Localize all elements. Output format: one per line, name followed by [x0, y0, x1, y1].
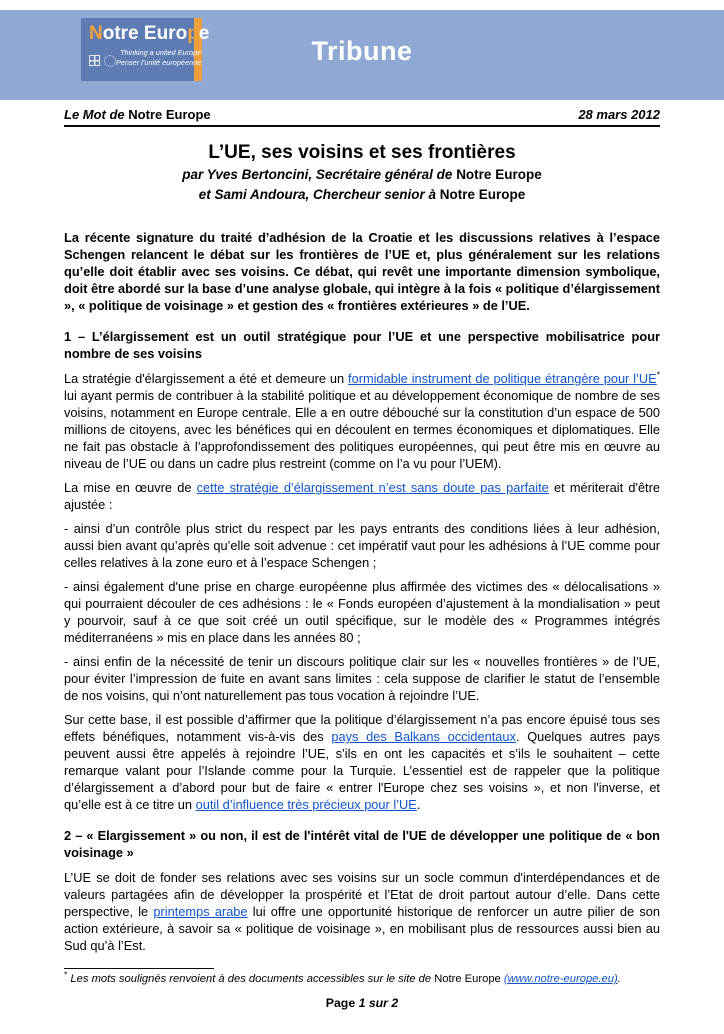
paragraph [64, 520, 660, 571]
paragraph [64, 479, 660, 513]
footnote-marker: * [64, 969, 68, 980]
text-run: La récente signature du traité d’adhésion de la Croatie et les discussions relatives à l’espace Schengen relancent le débat sur les frontières de l’UE et, plus généralement sur les relations qu’elle doit établir avec ses voisins. Ce débat, qui revêt une importante dimension symbolique, doit être abordé sur la base d’une analyse globale, qui intègre à la fois « politique d’élargissement », « politique de voisinage » et gestion des « frontières extérieures » de l’UE. [64, 230, 660, 313]
paragraph [64, 229, 660, 314]
header-banner [0, 10, 724, 100]
meta-row [64, 107, 660, 127]
meta-series-label [64, 107, 211, 122]
text-run: L’UE se doit de fonder ses relations avec ses voisins sur un socle commun d'interdépendances et de valeurs partagées afin de développer la prospérité et l’Etat de droit partout autour d’elle. Dans cette perspective, le [64, 870, 660, 919]
text-run: 1 – L’élargissement est un outil stratégique pour l’UE et une perspective mobilisatrice pour nombre de ses voisins [64, 329, 660, 361]
text-run: . Quelques autres pays peuvent aussi être appelés à rejoindre l’UE, s’ils en ont les capacités et s’ils le souhaitent – cette remarque valant pour l’Islande comme pour la Turquie. L’essentiel est de rappeler que la politique d’élargissement a d’abord pour but de faire « entrer l'Europe chez ses voisins », et non l'inverse, et qu’elle est à ce titre un [64, 729, 660, 812]
inline-link[interactable]: pays des Balkans occidentaux [331, 729, 516, 744]
text-run: Les mots soulignés renvoient à des documents accessibles sur le site de [67, 973, 435, 985]
text-run: 1 sur 2 [358, 996, 399, 1010]
footnote [64, 969, 660, 987]
text-run: . [416, 797, 421, 812]
logo-tagline-en: Thinking a united Europe [120, 48, 202, 57]
inline-link[interactable]: cette stratégie d’élargissement n’est sans doute pas parfaite [196, 480, 549, 495]
inline-link[interactable]: formidable instrument de politique étrangère pour l’UE [348, 371, 657, 386]
inline-link[interactable]: printemps arabe [153, 904, 248, 919]
paragraph [64, 370, 660, 472]
article-body [64, 229, 660, 954]
text-run: - ainsi également d'une prise en charge européenne plus affirmée des victimes des « délocalisations » qui pourraient découler de ces adhésions : le « Fonds européen d’ajustement à la mondialisation » peut y pourvoir, sauf à ce que soit créé un outil spécifique, sur le modèle des « Programmes intégrés méditerranéens » mis en place dans les années 80 ; [64, 579, 660, 645]
text-run: otre Euro [102, 23, 188, 44]
text-run: lui offre une opportunité historique de renforcer un autre pilier de son action extérieure, à savoir sa « politique de voisinage », en mobilisant plus de ressources aussi bien au Sud qu’à l’Est. [64, 904, 660, 953]
text-run: Notre Europe [456, 167, 542, 182]
text-run: La mise en œuvre de [64, 480, 197, 495]
text-run: Notre Europe [439, 187, 526, 202]
text-run: Page [325, 996, 359, 1010]
text-run: La stratégie d'élargissement a été et demeure un [64, 371, 349, 386]
text-run: p [187, 23, 199, 44]
banner-title: Tribune [311, 36, 413, 66]
text-run: Notre Europe [434, 973, 504, 985]
page-footer [0, 996, 724, 1010]
text-run: Le Mot de [64, 107, 129, 122]
paragraph [64, 711, 660, 813]
text-run: Notre Europe [128, 107, 211, 122]
text-run: et mériterait d'être ajustée : [64, 480, 660, 512]
paragraph [64, 869, 660, 954]
inline-link[interactable]: outil d’influence très précieux pour l’UE [195, 797, 417, 812]
text-run: Sur cette base, il est possible d’affirmer que la politique d’élargissement n’a pas encore épuisé tous ses effets bénéfiques, notamment vis-à-vis des [64, 712, 660, 744]
section-heading [64, 328, 660, 362]
paragraph [64, 653, 660, 704]
logo-tagline-fr: Penser l’unité européenne [116, 57, 202, 67]
section-heading [64, 827, 660, 861]
text-run: - ainsi d’un contrôle plus strict du respect par les pays entrants des conditions liées à leur adhésion, aussi bien avant qu’après qu’elle soit advenue : cet impératif vaut pour les adhésions à l’UE comme pour celles relatives à la zone euro et à l’espace Schengen ; [64, 521, 660, 570]
text-run: et Sami Andoura, Chercheur senior à [198, 187, 440, 202]
paragraph [64, 578, 660, 646]
byline-1 [64, 166, 660, 184]
byline-2 [64, 186, 660, 204]
footnote-marker: * [656, 369, 660, 380]
meta-date: 28 mars 2012 [578, 107, 660, 122]
text-run: - ainsi enfin de la nécessité de tenir un discours politique clair sur les « nouvelles frontières » de l’UE, pour éviter l’impression de fuite en avant sans limites : cela suppose de clarifier le statut de l’ensemble de nos voisins, qui n’ont naturellement pas tous vocation à rejoindre l’UE. [64, 654, 660, 703]
text-run: . [617, 973, 621, 985]
text-run: e [198, 23, 210, 44]
article-title: L’UE, ses voisins et ses frontières [208, 142, 516, 163]
footnote-separator [64, 968, 214, 969]
inline-link[interactable]: (www.notre-europe.eu) [503, 973, 618, 985]
text-run: 2 – « Elargissement » ou non, il est de l'intérêt vital de l'UE de développer une politique de « bon voisinage » [64, 828, 660, 860]
text-run: par Yves Bertoncini, Secrétaire général de [182, 167, 457, 182]
text-run: lui ayant permis de contribuer à la stabilité politique et au développement économique de nombre de ses voisins, notamment en Europe centrale. Elle a en outre débouché sur la constitution d’un espace de 500 millions de citoyens, avec les bénéfices qui en découlent en termes économiques et diplomatiques. Elle ne fait pas obstacle à l’approfondissement des politiques européennes, qui peut être mis en œuvre au niveau de l’UE ou dans un cadre plus restreint (comme on l’a vu pour l’UEM). [64, 388, 660, 471]
text-run: N [89, 23, 103, 44]
